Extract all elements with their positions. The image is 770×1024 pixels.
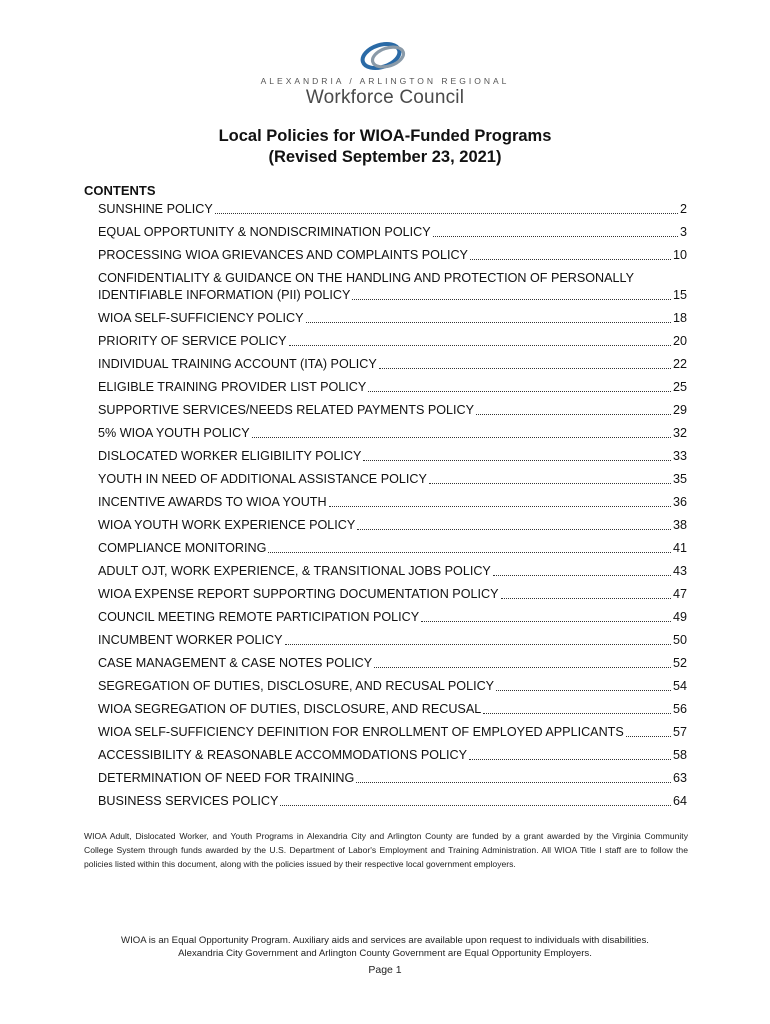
toc-leader-dots <box>626 736 671 737</box>
toc-entry-page: 32 <box>672 426 687 440</box>
toc-leader-dots <box>476 414 671 415</box>
toc-entry-page: 58 <box>672 748 687 762</box>
funding-note: WIOA Adult, Dislocated Worker, and Youth Programs in Alexandria City and Arlington County are funded by a grant awarded by the Virginia Community College System through funds awarded by the U.S. Department of Labor's Employment and Training Administration. All WIOA Title I staff are to follow the policies listed within this document, along with the policies issued by their respective local government employers. <box>84 831 688 869</box>
footer <box>0 934 770 960</box>
table-of-contents <box>98 201 687 816</box>
toc-leader-dots <box>493 575 671 576</box>
toc-entry-label: PRIORITY OF SERVICE POLICY <box>98 334 287 348</box>
toc-entry-page: 41 <box>672 541 687 555</box>
toc-entry[interactable] <box>98 494 687 511</box>
toc-leader-dots <box>374 667 671 668</box>
footer-line1: WIOA is an Equal Opportunity Program. Auxiliary aids and services are available upon request to individuals with disabilities. <box>121 935 649 946</box>
toc-entry-label: SEGREGATION OF DUTIES, DISCLOSURE, AND RECUSAL POLICY <box>98 679 495 693</box>
toc-entry-label: WIOA SEGREGATION OF DUTIES, DISCLOSURE, AND RECUSAL <box>98 702 482 716</box>
toc-entry-page: 29 <box>672 403 687 417</box>
toc-entry-label: WIOA SELF-SUFFICIENCY DEFINITION FOR ENROLLMENT OF EMPLOYED APPLICANTS <box>98 725 624 739</box>
toc-entry-page: 50 <box>672 633 687 647</box>
toc-entry[interactable] <box>98 356 687 373</box>
toc-entry-page: 43 <box>672 564 687 578</box>
toc-entry-label: ACCESSIBILITY & REASONABLE ACCOMMODATIONS POLICY <box>98 748 468 762</box>
header-logo <box>0 40 770 109</box>
toc-leader-dots <box>433 236 678 237</box>
toc-entry[interactable] <box>98 586 687 603</box>
org-name-line1: ALEXANDRIA / ARLINGTON REGIONAL <box>260 76 510 86</box>
toc-entry-label: INCUMBENT WORKER POLICY <box>98 633 283 647</box>
toc-entry-page: 20 <box>672 334 687 348</box>
toc-entry[interactable] <box>98 201 687 218</box>
footer-line2: Alexandria City Government and Arlington County Government are Equal Opportunity Employers. <box>178 948 592 959</box>
toc-entry[interactable] <box>98 632 687 649</box>
toc-leader-dots <box>379 368 671 369</box>
toc-entry[interactable] <box>98 678 687 695</box>
page-number: Page 1 <box>368 964 402 976</box>
toc-entry[interactable] <box>98 224 687 241</box>
toc-leader-dots <box>496 690 671 691</box>
toc-entry-label: PROCESSING WIOA GRIEVANCES AND COMPLAINTS POLICY <box>98 248 468 262</box>
toc-entry-label: CASE MANAGEMENT & CASE NOTES POLICY <box>98 656 373 670</box>
toc-leader-dots <box>421 621 671 622</box>
toc-entry-label: WIOA SELF-SUFFICIENCY POLICY <box>98 311 304 325</box>
toc-entry-label: ADULT OJT, WORK EXPERIENCE, & TRANSITIONAL JOBS POLICY <box>98 564 491 578</box>
toc-entry-page: 54 <box>672 679 687 693</box>
interlocking-rings-icon <box>357 40 413 72</box>
toc-leader-dots <box>252 437 671 438</box>
contents-heading: CONTENTS <box>84 183 156 198</box>
toc-entry[interactable] <box>98 270 687 304</box>
title-line1: Local Policies for WIOA-Funded Programs <box>218 127 552 145</box>
toc-entry-page: 15 <box>672 288 687 302</box>
toc-leader-dots <box>356 782 671 783</box>
toc-entry-label: INCENTIVE AWARDS TO WIOA YOUTH <box>98 495 327 509</box>
toc-entry-label-line1: CONFIDENTIALITY & GUIDANCE ON THE HANDLING AND PROTECTION OF PERSONALLY <box>98 271 635 285</box>
toc-entry-label: 5% WIOA YOUTH POLICY <box>98 426 250 440</box>
toc-entry-page: 22 <box>672 357 687 371</box>
org-name-line2: Workforce Council <box>305 87 465 108</box>
document-title <box>0 126 770 168</box>
toc-entry-page: 38 <box>672 518 687 532</box>
toc-leader-dots <box>363 460 671 461</box>
toc-entry-page: 35 <box>672 472 687 486</box>
toc-entry-label: COUNCIL MEETING REMOTE PARTICIPATION POLICY <box>98 610 420 624</box>
toc-entry[interactable] <box>98 517 687 534</box>
toc-leader-dots <box>470 259 671 260</box>
toc-entry-page: 2 <box>679 202 687 216</box>
title-line2: (Revised September 23, 2021) <box>268 148 502 166</box>
toc-entry[interactable] <box>98 402 687 419</box>
toc-entry-page: 33 <box>672 449 687 463</box>
toc-entry[interactable] <box>98 540 687 557</box>
toc-entry[interactable] <box>98 609 687 626</box>
toc-entry[interactable] <box>98 701 687 718</box>
toc-entry[interactable] <box>98 655 687 672</box>
toc-entry-label: BUSINESS SERVICES POLICY <box>98 794 279 808</box>
toc-entry[interactable] <box>98 563 687 580</box>
toc-entry-page: 52 <box>672 656 687 670</box>
toc-entry-label: SUNSHINE POLICY <box>98 202 213 216</box>
toc-entry[interactable] <box>98 747 687 764</box>
toc-entry-label: COMPLIANCE MONITORING <box>98 541 267 555</box>
toc-leader-dots <box>501 598 671 599</box>
toc-entry-page: 3 <box>679 225 687 239</box>
toc-entry-label: EQUAL OPPORTUNITY & NONDISCRIMINATION POLICY <box>98 225 431 239</box>
toc-leader-dots <box>357 529 671 530</box>
toc-entry-page: 36 <box>672 495 687 509</box>
toc-entry[interactable] <box>98 379 687 396</box>
toc-leader-dots <box>368 391 671 392</box>
toc-entry[interactable] <box>98 471 687 488</box>
toc-entry-label: WIOA EXPENSE REPORT SUPPORTING DOCUMENTATION POLICY <box>98 587 499 601</box>
toc-entry-page: 10 <box>672 248 687 262</box>
toc-leader-dots <box>285 644 671 645</box>
toc-leader-dots <box>352 299 671 300</box>
toc-leader-dots <box>268 552 671 553</box>
toc-entry-label: YOUTH IN NEED OF ADDITIONAL ASSISTANCE POLICY <box>98 472 427 486</box>
toc-entry-page: 56 <box>672 702 687 716</box>
toc-entry-label: IDENTIFIABLE INFORMATION (PII) POLICY <box>98 288 351 302</box>
toc-entry[interactable] <box>98 247 687 264</box>
toc-entry-label: DISLOCATED WORKER ELIGIBILITY POLICY <box>98 449 362 463</box>
toc-leader-dots <box>215 213 678 214</box>
toc-entry[interactable] <box>98 724 687 741</box>
toc-entry[interactable] <box>98 333 687 350</box>
toc-entry-label: ELIGIBLE TRAINING PROVIDER LIST POLICY <box>98 380 367 394</box>
toc-entry-page: 18 <box>672 311 687 325</box>
toc-entry-page: 64 <box>672 794 687 808</box>
toc-entry[interactable] <box>98 448 687 465</box>
toc-entry-label: DETERMINATION OF NEED FOR TRAINING <box>98 771 355 785</box>
toc-leader-dots <box>329 506 671 507</box>
toc-entry-label: INDIVIDUAL TRAINING ACCOUNT (ITA) POLICY <box>98 357 377 371</box>
toc-leader-dots <box>469 759 671 760</box>
toc-entry-label: SUPPORTIVE SERVICES/NEEDS RELATED PAYMENTS POLICY <box>98 403 475 417</box>
toc-leader-dots <box>280 805 671 806</box>
toc-leader-dots <box>429 483 671 484</box>
toc-entry[interactable] <box>98 425 687 442</box>
toc-entry-page: 49 <box>672 610 687 624</box>
toc-entry-label: WIOA YOUTH WORK EXPERIENCE POLICY <box>98 518 356 532</box>
toc-entry-page: 25 <box>672 380 687 394</box>
toc-entry[interactable] <box>98 793 687 810</box>
toc-entry[interactable] <box>98 310 687 327</box>
toc-leader-dots <box>306 322 671 323</box>
toc-entry-page: 47 <box>672 587 687 601</box>
toc-leader-dots <box>289 345 671 346</box>
toc-entry[interactable] <box>98 770 687 787</box>
toc-leader-dots <box>483 713 671 714</box>
toc-entry-page: 63 <box>672 771 687 785</box>
toc-entry-page: 57 <box>672 725 687 739</box>
